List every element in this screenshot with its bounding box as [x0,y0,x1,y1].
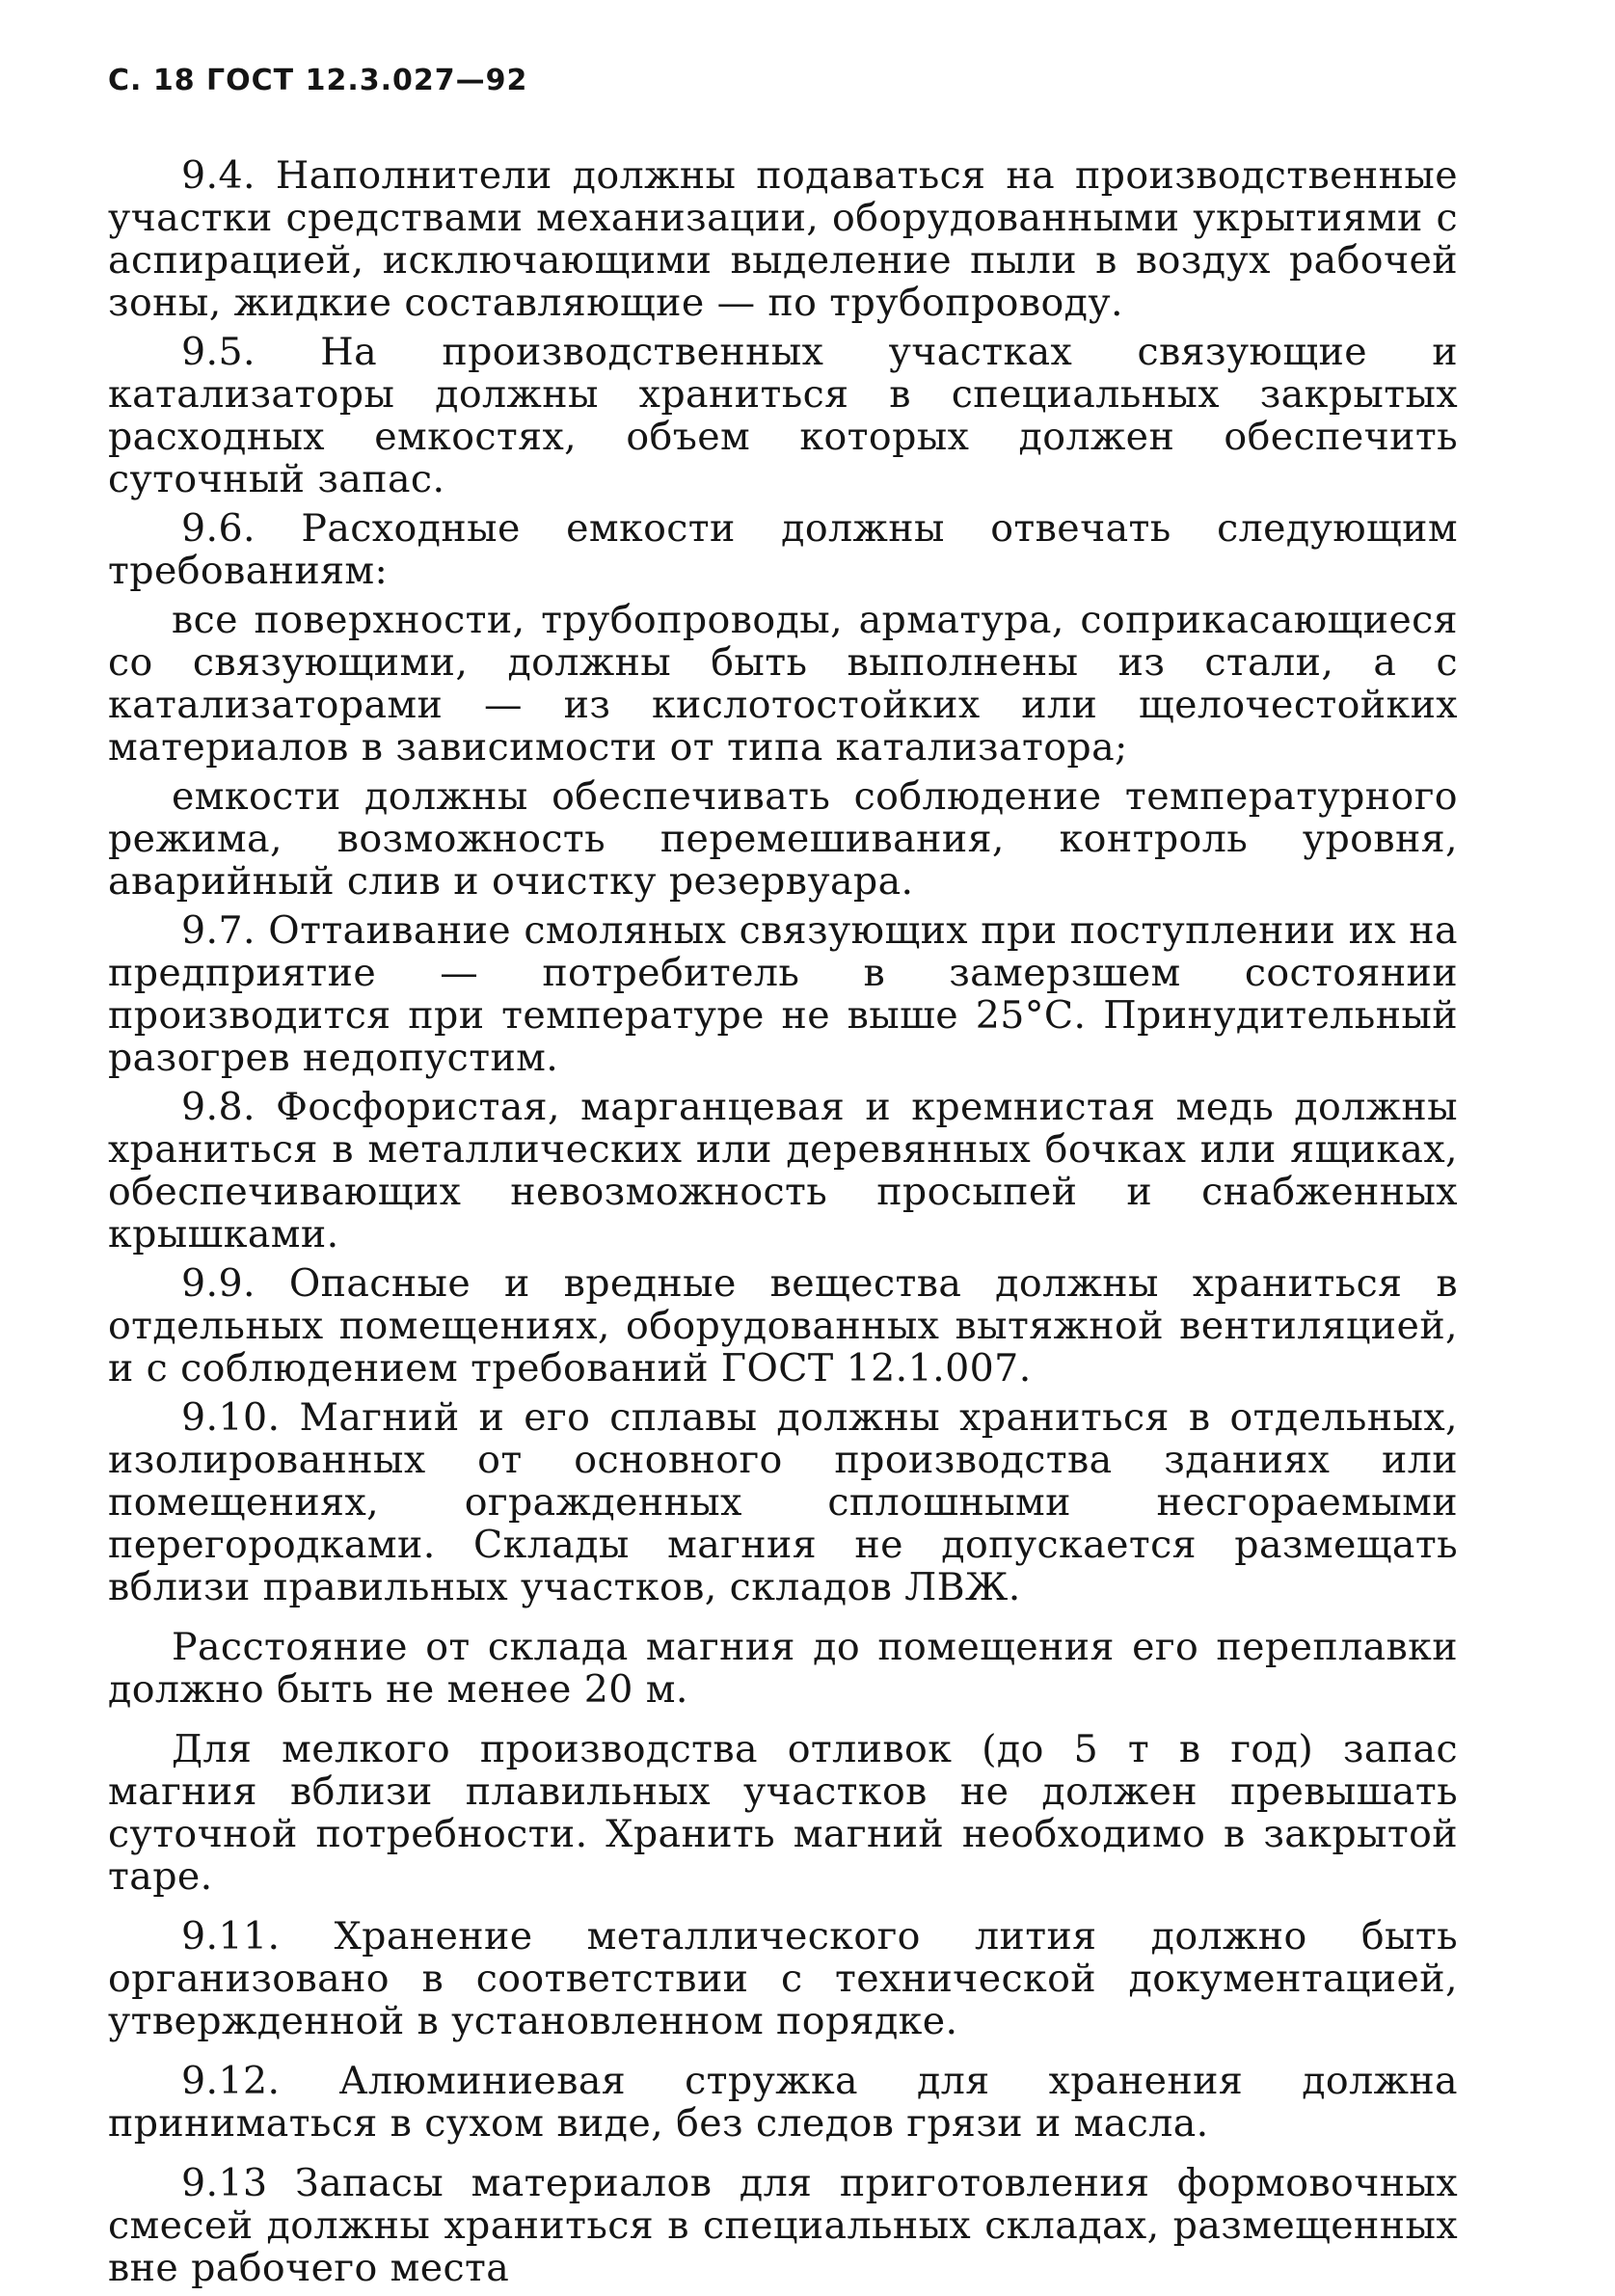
paragraph-9-7: 9.7. Оттаивание смоляных связующих при поступлении их на предприятие — потребитель в замерзшем состоянии производится при температуре не выше 25°С. Принудительный разогрев недопустим. [108,908,1458,1080]
paragraph-9-10: 9.10. Магний и его сплавы должны храниться в отдельных, изолированных от основного производства зданиях или помещениях, огражденных сплошными несгораемыми перегородками. Склады магния не допускается размещать вблизи правильных участков, складов ЛВЖ. [108,1395,1458,1609]
paragraph-9-13: 9.13 Запасы материалов для приготовления формовочных смесей должны храниться в специальных складах, размещенных вне рабочего места [108,2161,1458,2290]
paragraph-9-10-distance: Расстояние от склада магния до помещения его переплавки должно быть не менее 20 м. [108,1625,1458,1712]
paragraph-9-11: 9.11. Хранение металлического лития должно быть организовано в соответствии с технической документацией, утвержденной в установленном порядке. [108,1914,1458,2043]
document-body [108,154,1458,2296]
paragraph-9-6-item-1: все поверхности, трубопроводы, арматура, соприкасающиеся со связующими, должны быть выполнены из стали, а с катализаторами — из кислотостойких или щелочестойких материалов в зависимости от типа катализатора; [108,598,1458,770]
paragraph-9-10-small-production: Для мелкого производства отливок (до 5 т в год) запас магния вблизи плавильных участков не должен превышать суточной потребности. Хранить магний необходимо в закрытой таре. [108,1727,1458,1899]
paragraph-9-6-item-2: емкости должны обеспечивать соблюдение температурного режима, возможность перемешивания, контроль уровня, аварийный слив и очистку резервуара. [108,774,1458,904]
paragraph-9-8: 9.8. Фосфористая, марганцевая и кремнистая медь должны храниться в металлических или деревянных бочках или ящиках, обеспечивающих невозможность просыпей и снабженных крышками. [108,1085,1458,1256]
paragraph-9-12: 9.12. Алюминиевая стружка для хранения должна приниматься в сухом виде, без следов грязи и масла. [108,2059,1458,2146]
paragraph-9-4: 9.4. Наполнители должны подаваться на производственные участки средствами механизации, оборудованными укрытиями с аспирацией, исключающими выделение пыли в воздух рабочей зоны, жидкие составляющие — по трубопроводу. [108,153,1458,325]
paragraph-9-5: 9.5. На производственных участках связующие и катализаторы должны храниться в специальных закрытых расходных емкостях, объем которых должен обеспечить суточный запас. [108,330,1458,501]
paragraph-9-6: 9.6. Расходные емкости должны отвечать следующим требованиям: [108,506,1458,593]
paragraph-9-9: 9.9. Опасные и вредные вещества должны храниться в отдельных помещениях, оборудованных вытяжной вентиляцией, и с соблюдением требований ГОСТ 12.1.007. [108,1261,1458,1391]
page-header: С. 18 ГОСТ 12.3.027—92 [108,64,528,97]
